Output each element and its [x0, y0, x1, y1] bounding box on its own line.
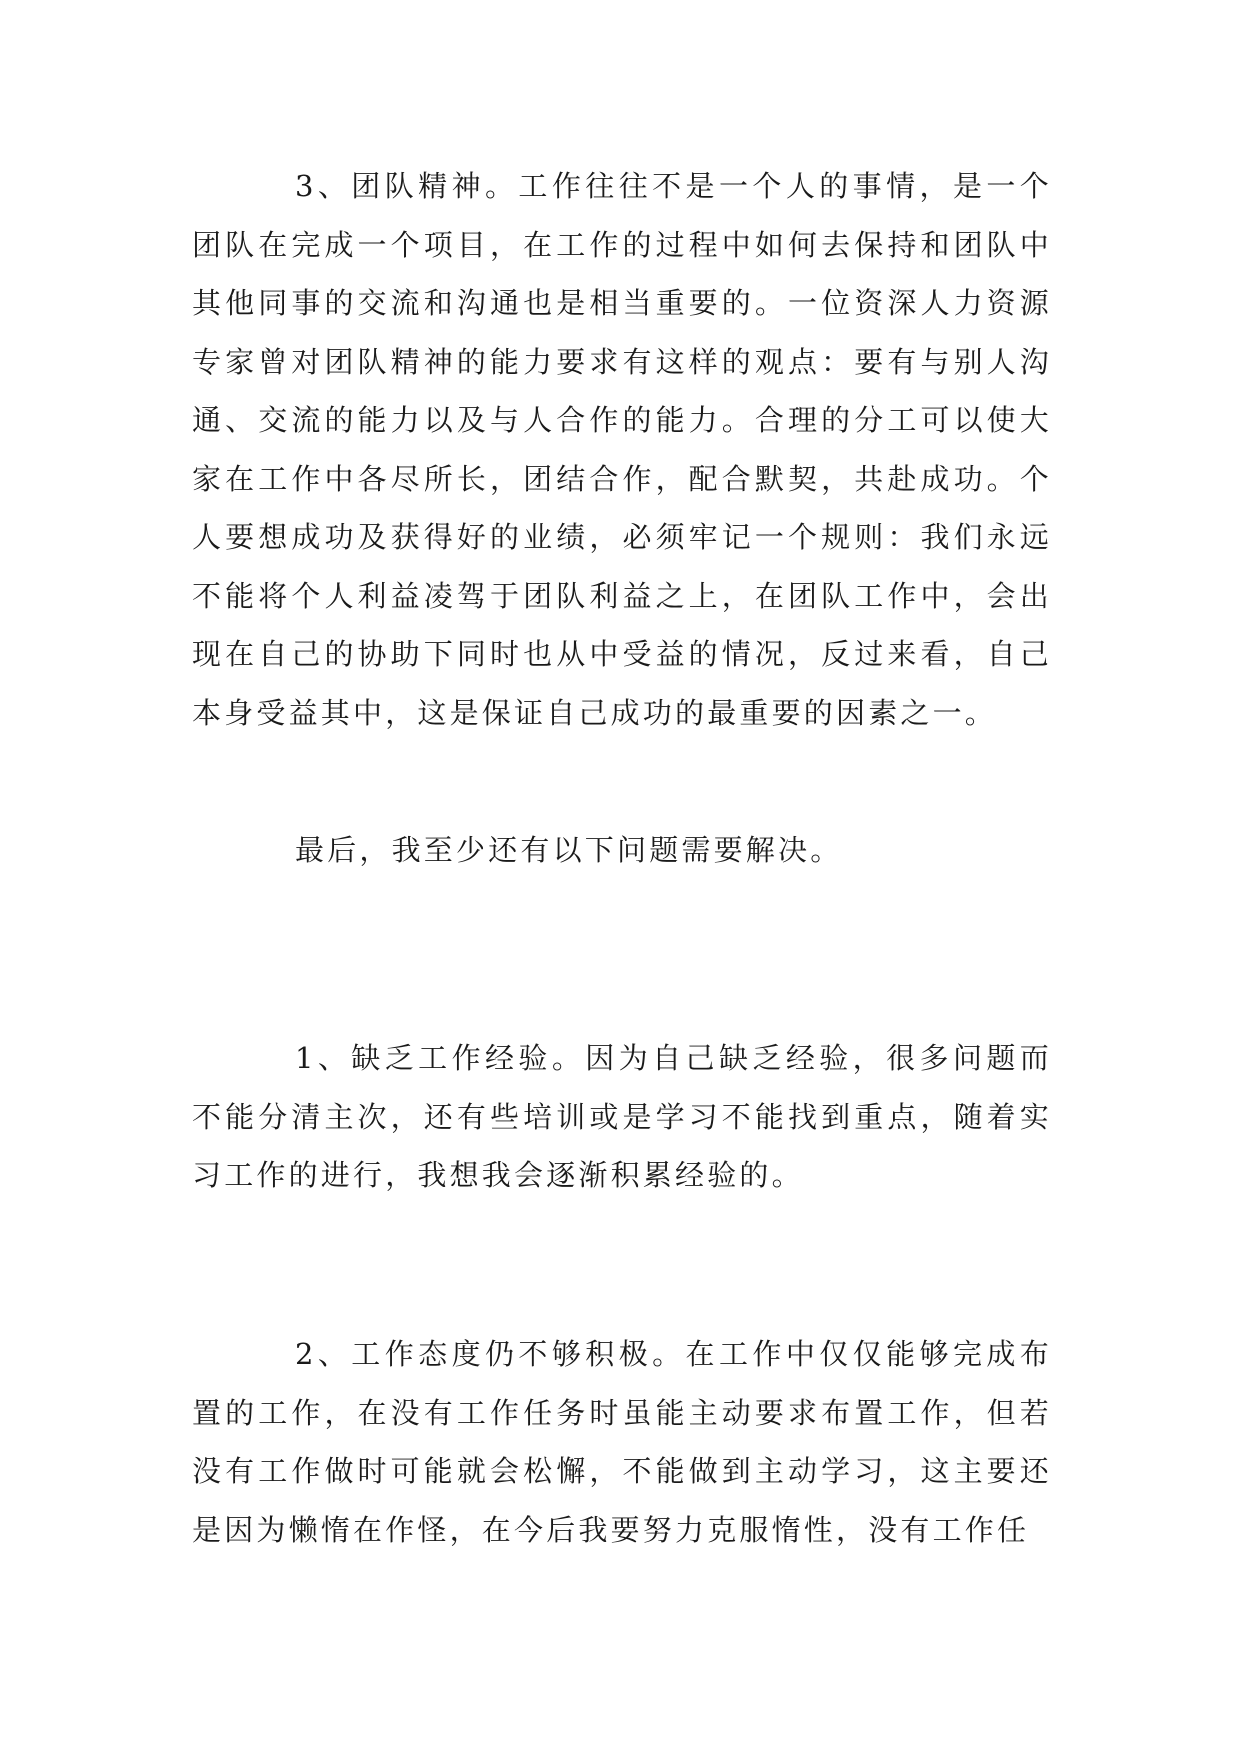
paragraph-team-spirit: 3、团队精神。工作往往不是一个人的事情，是一个团队在完成一个项目，在工作的过程中如何去保持和团队中其他同事的交流和沟通也是相当重要的。一位资深人力资源专家曾对团队精神的能力要求有这样的观点：要有与别人沟通、交流的能力以及与人合作的能力。合理的分工可以使大家在工作中各尽所长，团结合作，配合默契，共赴成功。个人要想成功及获得好的业绩，必须牢记一个规则：我们永远不能将个人利益凌驾于团队利益之上，在团队工作中，会出现在自己的协助下同时也从中受益的情况，反过来看，自己本身受益其中，这是保证自己成功的最重要的因素之一。 — [192, 169, 1052, 730]
paragraph-remaining-problems-intro: 最后，我至少还有以下问题需要解决。 — [295, 833, 843, 867]
paragraph-work-attitude: 2、工作态度仍不够积极。在工作中仅仅能够完成布置的工作，在没有工作任务时虽能主动要求布置工作，但若没有工作做时可能就会松懈，不能做到主动学习，这主要还是因为懒惰在作怪，在今后我要努力克服惰性，没有工作任 — [192, 1337, 1052, 1547]
paragraph-lack-of-experience: 1、缺乏工作经验。因为自己缺乏经验，很多问题而不能分清主次，还有些培训或是学习不能找到重点，随着实习工作的进行，我想我会逐渐积累经验的。 — [192, 1041, 1052, 1192]
